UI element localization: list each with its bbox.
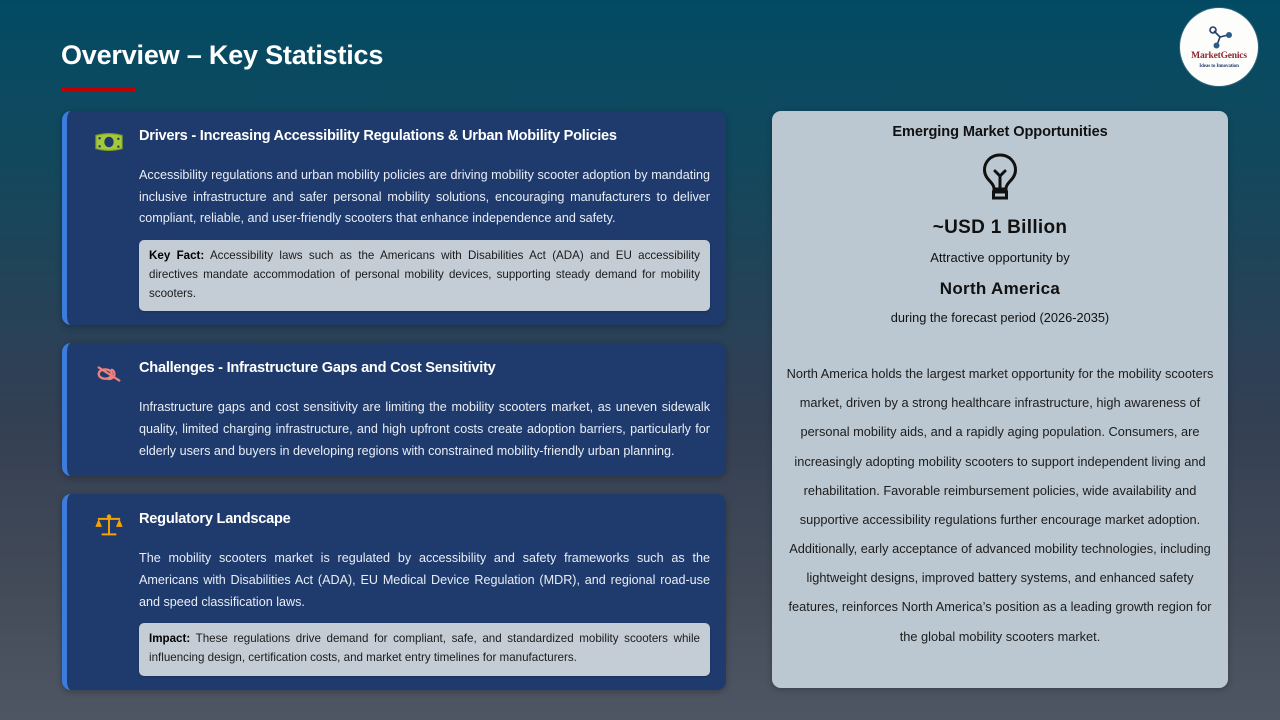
page-title: Overview – Key Statistics — [61, 40, 384, 70]
lightbulb-icon — [978, 152, 1022, 209]
key-fact-text: Accessibility laws such as the Americans with Disabilities Act (ADA) and EU accessibility directives mandate accommodation of personal mobility devices, supporting steady demand for mobility scooters. — [149, 248, 700, 300]
card-header — [93, 124, 710, 158]
card-title: Challenges - Infrastructure Gaps and Cost Sensitivity — [139, 360, 496, 377]
card-body-text: Accessibility regulations and urban mobility policies are driving mobility scooter adoption by mandating inclusive infrastructure and safer personal mobility solutions, encouraging manufacturers to deliver compliant, reliable, and user-friendly scooters that enhance independence and safety. — [139, 168, 710, 226]
impact-label: Impact: — [149, 632, 191, 646]
opportunity-period: during the forecast period (2026-2035) — [890, 310, 1110, 325]
card-body-text: Infrastructure gaps and cost sensitivity are limiting the mobility scooters market, as uneven sidewalk quality, limited charging infrastructure, and high upfront costs create adoption barriers, particularly for elderly users and buyers in developing regions with constrained mobility-friendly urban planning. — [139, 400, 710, 458]
opportunity-description: North America holds the largest market opportunity for the mobility scooters market, driven by a strong healthcare infrastructure, high awareness of personal mobility aids, and a rapidly aging population. Consumers, are increasingly adopting mobility scooters to support independent living and rehabilitation. Favorable reimbursement policies, wide availability and supportive accessibility regulations further encourage market adoption. Additionally, early acceptance of advanced mobility technologies, including lightweight designs, improved battery systems, and enhanced safety features, reinforces North America’s position as a leading growth region for the global mobility scooters market. — [786, 366, 1214, 644]
logo-tagline: Ideas to Innovation — [1199, 63, 1239, 69]
card-header — [93, 356, 710, 390]
card-title: Drivers - Increasing Accessibility Regulations & Urban Mobility Policies — [139, 128, 617, 144]
impact-box — [139, 623, 710, 676]
card-regulatory-landscape — [62, 494, 726, 690]
left-cards-column — [62, 111, 726, 708]
title-underline-rule — [61, 87, 135, 91]
key-fact-label: Key Fact: — [149, 248, 205, 262]
impact-text: These regulations drive demand for compliant, safe, and standardized mobility scooters while influencing design, certification costs, and market entry timelines for manufacturers. — [149, 632, 700, 665]
opportunity-value: ~USD 1 Billion — [932, 217, 1068, 238]
emerging-market-opportunities-panel — [772, 111, 1228, 688]
opportunity-region: North America — [939, 279, 1061, 298]
opportunity-subtitle: Attractive opportunity by — [930, 250, 1070, 265]
card-header — [93, 507, 710, 541]
card-title: Regulatory Landscape — [139, 511, 291, 528]
money-banknote-icon — [93, 126, 125, 158]
brand-logo — [1180, 8, 1258, 86]
key-fact-box — [139, 240, 710, 311]
panel-title: Emerging Market Opportunities — [892, 124, 1108, 140]
card-body-text: The mobility scooters market is regulated by accessibility and safety frameworks such as the Americans with Disabilities Act (ADA), EU Medical Device Regulation (MDR), and regional road-use and speed classification laws. — [139, 551, 710, 609]
card-challenges — [62, 343, 726, 476]
broken-link-icon — [93, 358, 125, 390]
logo-name: MarketGenics — [1191, 51, 1247, 62]
scales-of-justice-icon — [93, 509, 125, 541]
card-drivers — [62, 111, 726, 325]
network-nodes-icon — [1204, 25, 1234, 51]
